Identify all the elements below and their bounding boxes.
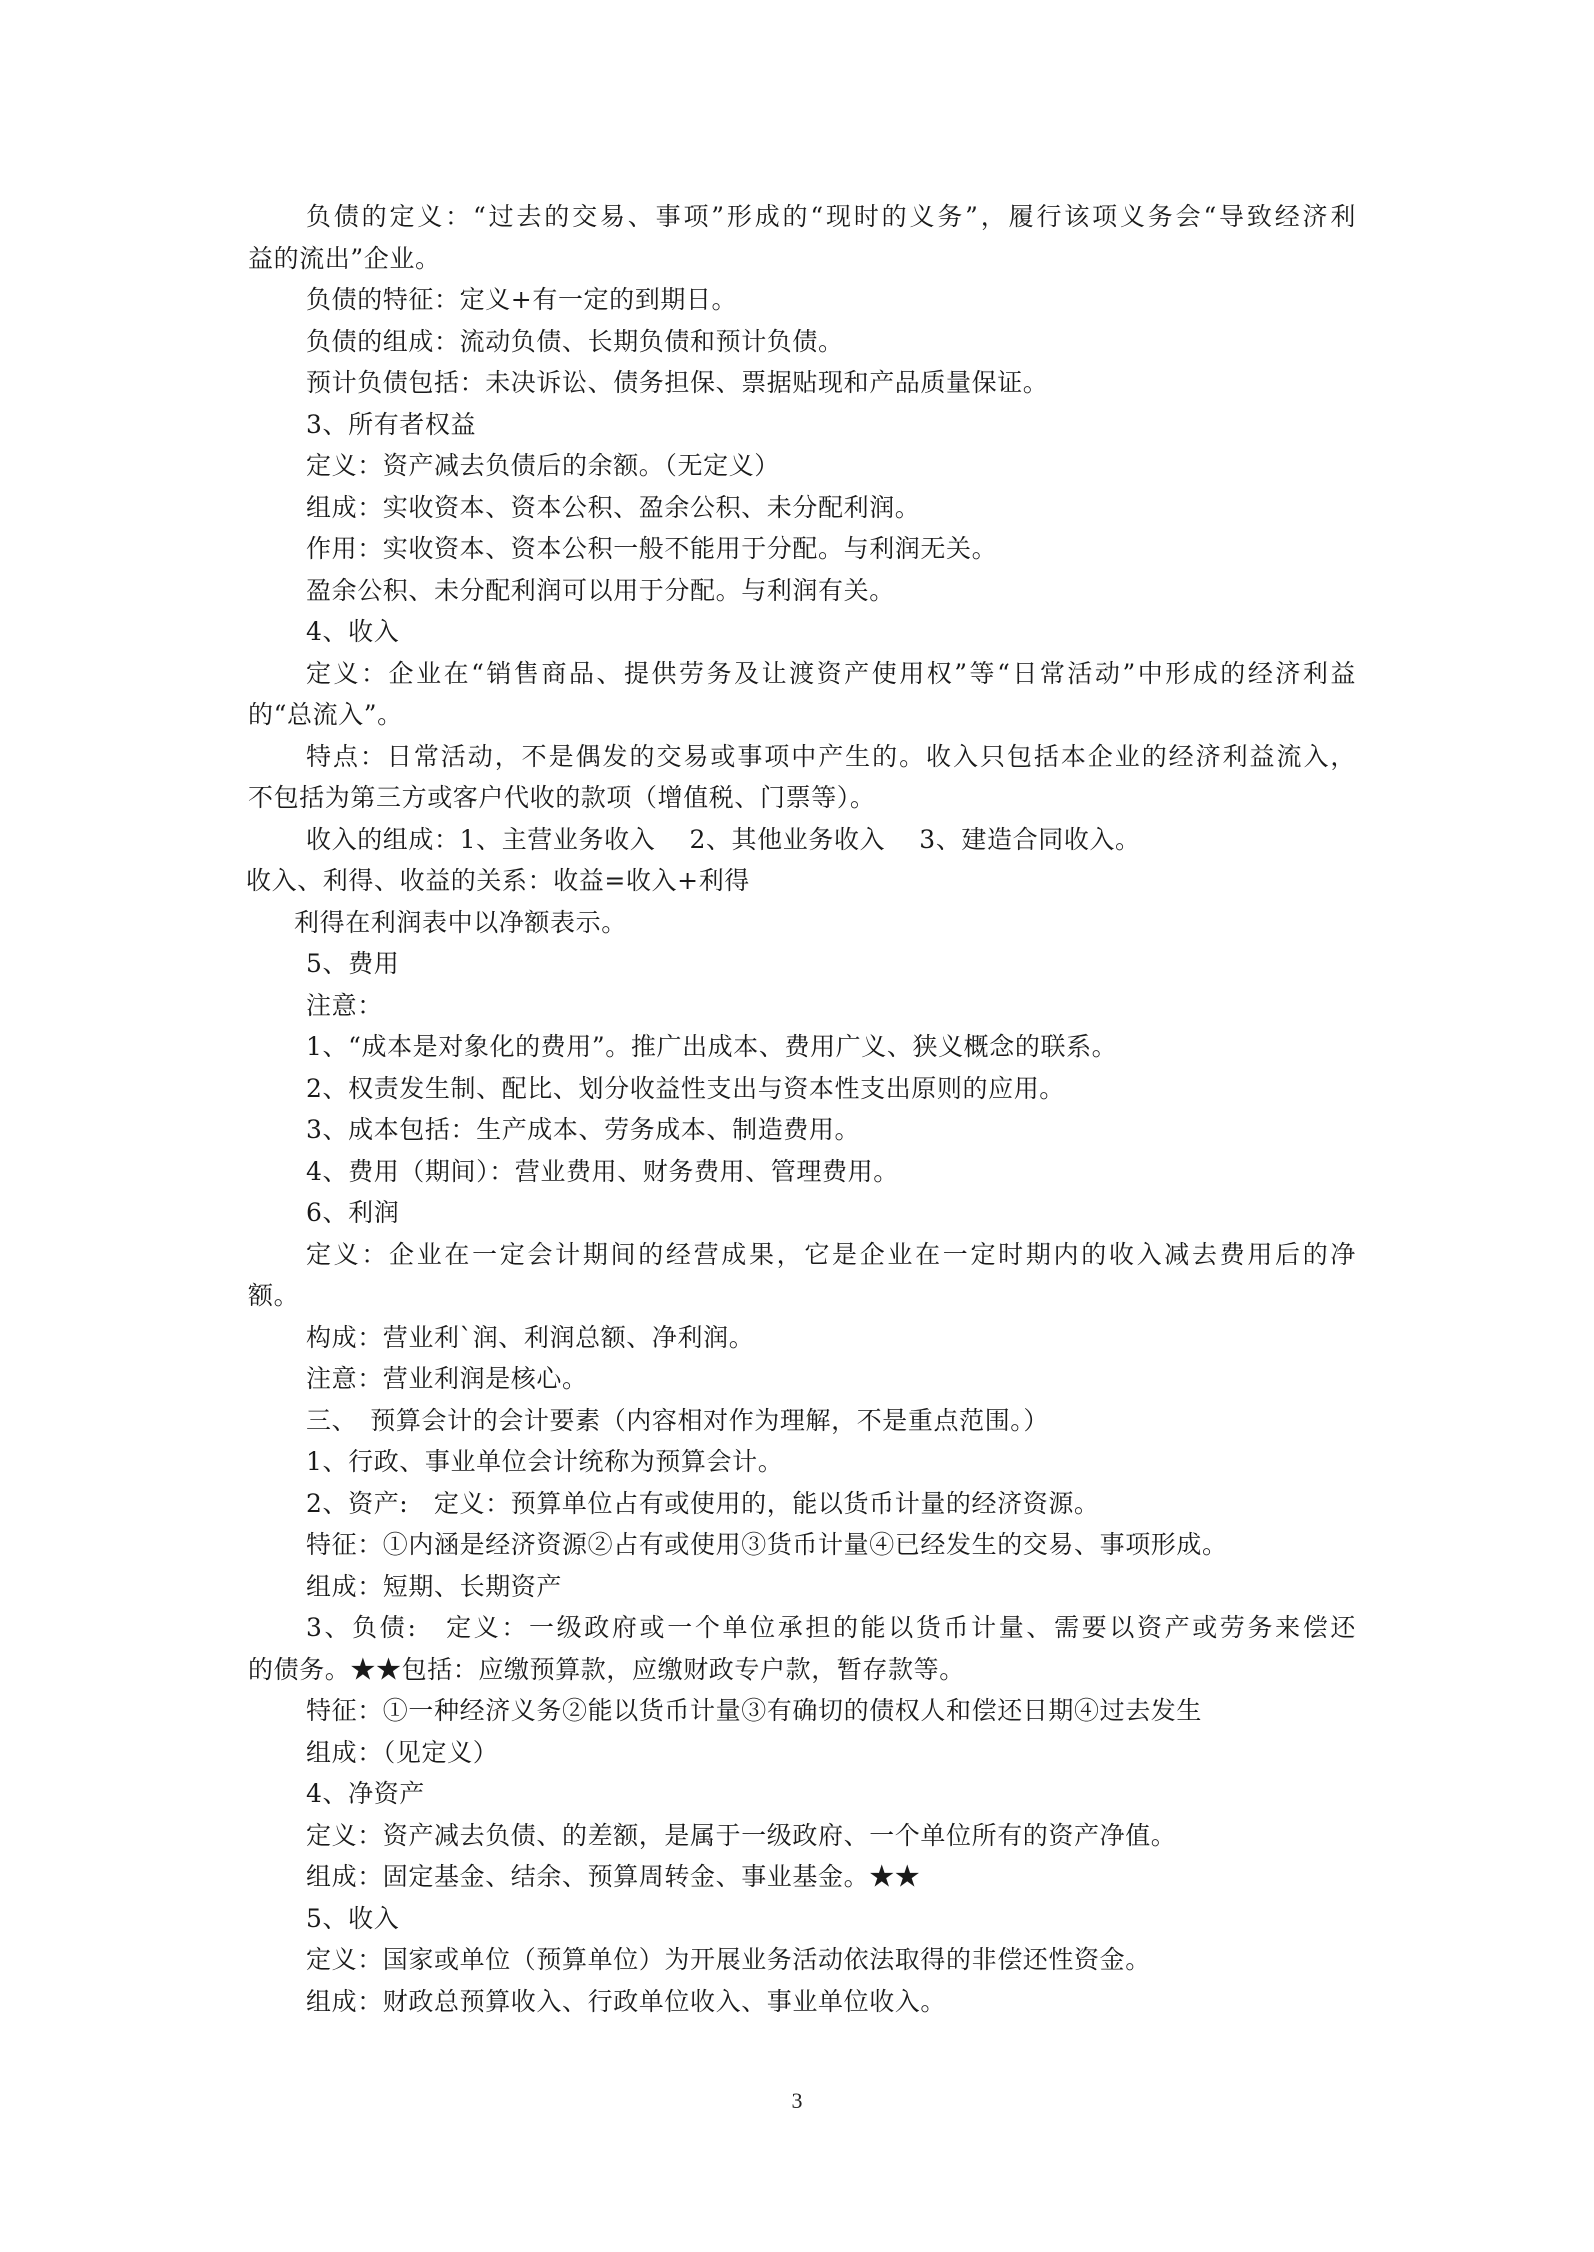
text-line: 三、 预算会计的会计要素（内容相对作为理解，不是重点范围。）	[306, 1405, 1050, 1435]
text-line: 收入的组成：1、主营业务收入 2、其他业务收入 3、建造合同收入。	[306, 824, 1141, 854]
text-line: 1、“成本是对象化的费用”。推广出成本、费用广义、狭义概念的联系。	[306, 1032, 1118, 1061]
text-line: 的债务。★★包括：应缴预算款，应缴财政专户款，暂存款等。	[248, 1654, 965, 1684]
text-line: 定义：资产减去负债后的余额。（无定义）	[306, 451, 780, 480]
text-line: 注意：	[306, 990, 383, 1020]
text-line: 盈余公积、未分配利润可以用于分配。与利润有关。	[306, 575, 895, 605]
text-line: 构成：营业利`润、利润总额、净利润。	[306, 1322, 755, 1352]
text-line: 定义：资产减去负债、的差额，是属于一级政府、一个单位所有的资产净值。	[306, 1820, 1177, 1850]
text-line: 3、所有者权益	[306, 409, 477, 439]
text-line: 4、收入	[306, 617, 400, 646]
text-line: 2、资产: 定义：预算单位占有或使用的，能以货币计量的经济资源。	[306, 1488, 1100, 1518]
text-line: 负债的特征：定义+有一定的到期日。	[306, 285, 738, 314]
text-line: 6、利润	[306, 1198, 400, 1227]
text-line: 不包括为第三方或客户代收的款项（增值税、门票等）。	[248, 783, 876, 812]
text-line: 负债的定义：“过去的交易、事项”形成的“现时的义务”，履行该项义务会“导致经济利	[306, 202, 1356, 231]
text-line: 注意：营业利润是核心。	[306, 1364, 588, 1393]
page-number: 3	[791, 2088, 803, 2113]
page-body	[248, 196, 1356, 2022]
text-line: 特征：①内涵是经济资源②占有或使用③货币计量④已经发生的交易、事项形成。	[306, 1530, 1228, 1559]
text-line: 5、收入	[306, 1903, 400, 1933]
text-line: 3、负债: 定义：一级政府或一个单位承担的能以货币计量、需要以资产或劳务来偿还	[306, 1613, 1356, 1642]
text-line: 2、权责发生制、配比、划分收益性支出与资本性支出原则的应用。	[306, 1073, 1065, 1103]
text-line: 组成：实收资本、资本公积、盈余公积、未分配利润。	[306, 492, 921, 522]
text-line: 预计负债包括：未决诉讼、债务担保、票据贴现和产品质量保证。	[306, 368, 1049, 397]
text-line: 的“总流入”。	[248, 700, 403, 729]
text-line: 组成：短期、长期资产	[306, 1571, 563, 1601]
text-line: 收入、利得、收益的关系：收益=收入+利得	[246, 866, 750, 895]
text-line: 4、净资产	[306, 1779, 425, 1808]
text-line: 1、行政、事业单位会计统称为预算会计。	[306, 1447, 784, 1476]
text-line: 5、费用	[306, 949, 400, 978]
text-line: 4、费用（期间）：营业费用、财务费用、管理费用。	[306, 1156, 899, 1186]
text-line: 特点：日常活动，不是偶发的交易或事项中产生的。收入只包括本企业的经济利益流入，	[306, 741, 1356, 771]
text-line: 特征：①一种经济义务②能以货币计量③有确切的债权人和偿还日期④过去发生	[306, 1696, 1203, 1725]
text-line: 益的流出”企业。	[248, 243, 441, 273]
text-line: 额。	[248, 1281, 300, 1310]
text-line: 作用：实收资本、资本公积一般不能用于分配。与利润无关。	[306, 534, 998, 563]
text-line: 3、成本包括：生产成本、劳务成本、制造费用。	[306, 1115, 861, 1144]
text-line: 负债的组成：流动负债、长期负债和预计负债。	[306, 326, 844, 356]
text-line: 组成：固定基金、结余、预算周转金、事业基金。★★	[306, 1862, 921, 1891]
text-line: 组成：（见定义）	[306, 1737, 499, 1767]
text-line: 组成：财政总预算收入、行政单位收入、事业单位收入。	[306, 1986, 947, 2016]
text-line: 定义：国家或单位（预算单位）为开展业务活动依法取得的非偿还性资金。	[306, 1945, 1151, 1974]
text-line: 利得在利润表中以净额表示。	[294, 907, 627, 937]
text-line: 定义：企业在“销售商品、提供劳务及让渡资产使用权”等“日常活动”中形成的经济利益	[306, 658, 1356, 688]
text-line: 定义：企业在一定会计期间的经营成果，它是企业在一定时期内的收入减去费用后的净	[306, 1239, 1356, 1269]
